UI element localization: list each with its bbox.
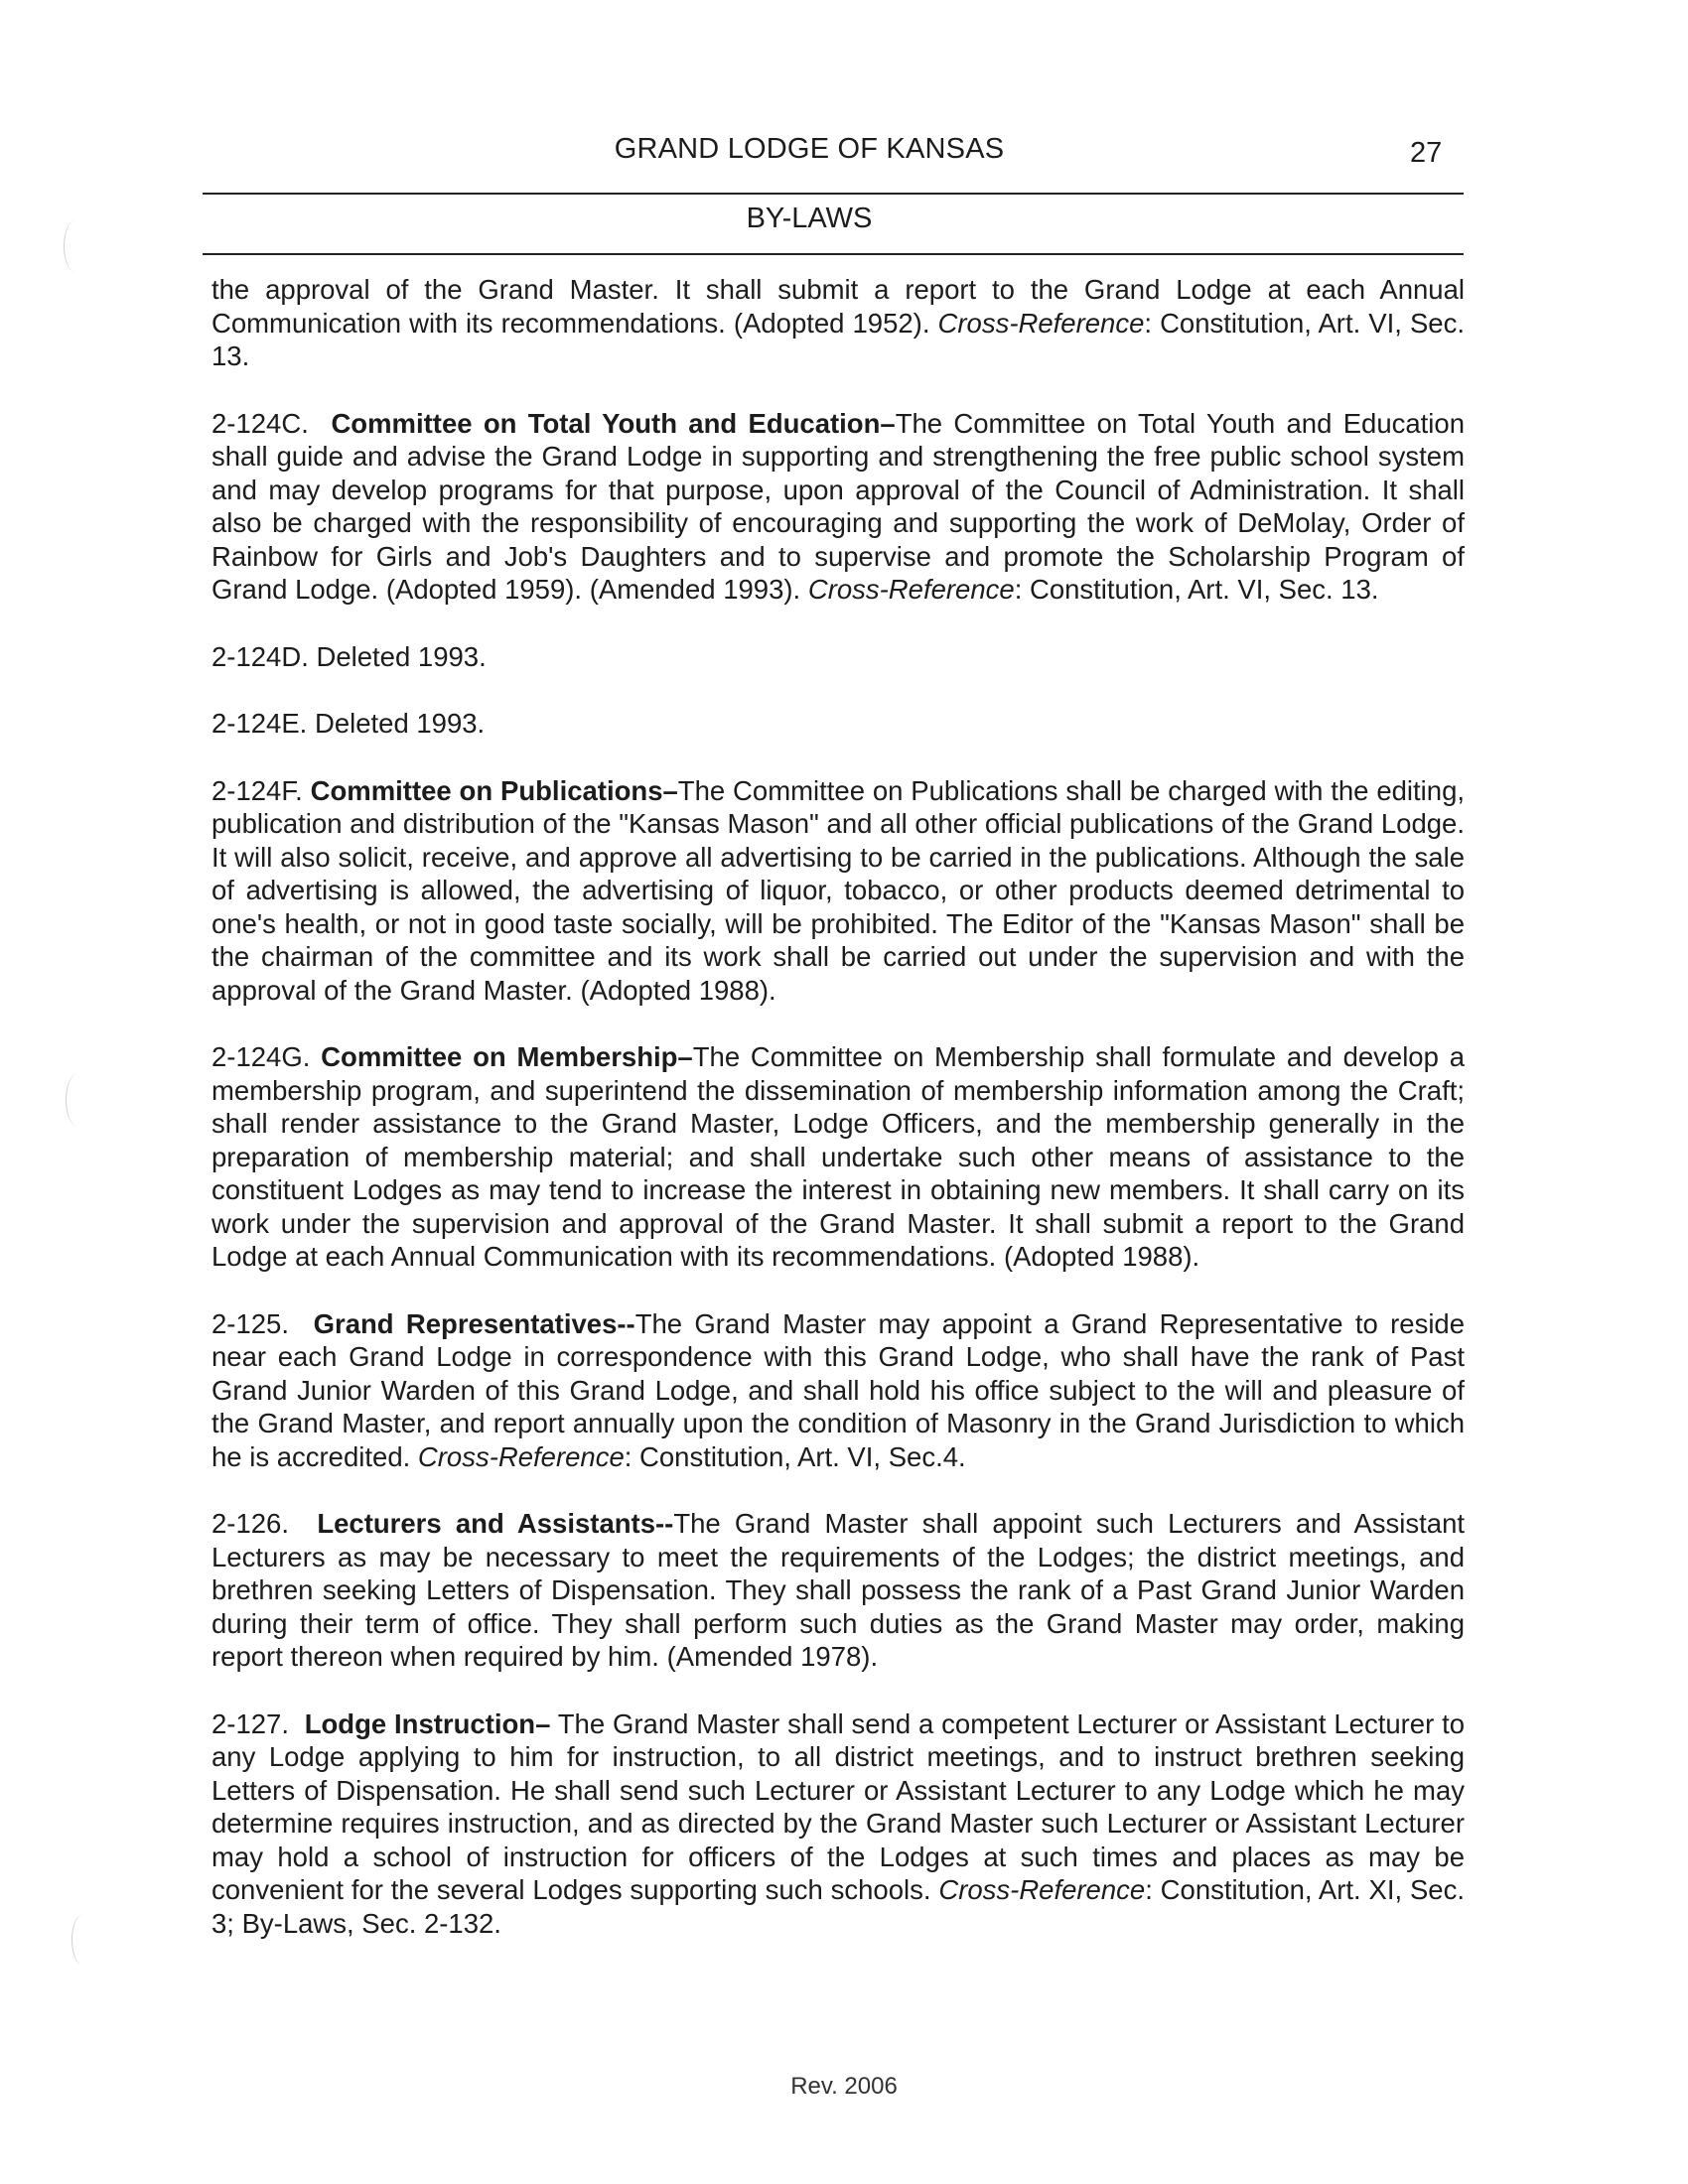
header-rule-top (203, 193, 1464, 195)
paragraph-text: the approval of the Grand Master. It shall submit a report to the Grand Lodge at each Annual Communication with its recommendations. (Adopted 1952). (211, 274, 1465, 339)
cross-reference-text: : Constitution, Art. VI, Sec.4. (624, 1440, 966, 1472)
section-text: The Grand Master shall appoint such Lecturers and Assistant Lecturers as may be necessary to meet the requirements of the Lodges; the district meetings, and brethren seeking Letters of Dispensation. They shall possess the rank of a Past Grand Junior Warden during their term of office. They shall perform such duties as the Grand Master may order, making report thereon when required by him. (Amended 1978). (211, 1508, 1466, 1672)
section-2-124f (211, 774, 1465, 1008)
section-2-125 (211, 1307, 1465, 1474)
section-text: The Grand Master may appoint a Grand Representative to reside near each Grand Lodge in correspondence with this Grand Lodge, who shall have the rank of Past Grand Junior Warden of this Grand Lodge, and shall hold his office subject to the will and pleasure of the Grand Master, and report annually upon the condition of Masonry in the Grand Jurisdiction to which he is accredited. (211, 1307, 1466, 1472)
running-header-title: GRAND LODGE OF KANSAS (614, 133, 1005, 165)
cross-reference-label: Cross-Reference (417, 1440, 625, 1472)
section-text: The Committee on Total Youth and Education shall guide and advise the Grand Lodge in supporting and strengthening the free public school system and may develop programs for that purpose, upon approval of the Council of Administration. It shall also be charged with the responsibility of encouraging and supporting the work of DeMolay, Order of Rainbow for Girls and Job's Daughters and to supervise and promote the Scholarship Program of Grand Lodge. (Adopted 1959). (Amended 1993). (211, 407, 1466, 605)
header-rule-bottom (203, 253, 1464, 255)
section-number: 2-124C. (211, 407, 309, 439)
section-number: 2-126. (211, 1508, 289, 1539)
section-2-127 (211, 1707, 1465, 1941)
section-2-124d: 2-124D. Deleted 1993. (211, 640, 487, 672)
cross-reference-label: Cross-Reference (937, 307, 1145, 339)
section-2-126 (211, 1507, 1465, 1674)
revision-footer: Rev. 2006 (790, 2073, 898, 2100)
section-number: 2-124G. (211, 1041, 311, 1072)
section-heading: Grand Representatives-- (313, 1307, 635, 1339)
cross-reference-text: : Constitution, Art. XI, Sec. 3; By-Laws, Sec. 2-132. (211, 1874, 1465, 1939)
section-heading: Committee on Publications– (310, 774, 678, 806)
section-number: 2-127. (211, 1707, 289, 1739)
section-heading: Lodge Instruction– (304, 1707, 551, 1739)
running-header-subtitle: BY-LAWS (746, 203, 873, 234)
section-heading: Committee on Total Youth and Education– (331, 407, 896, 439)
section-number: 2-125. (211, 1307, 289, 1339)
cross-reference-label: Cross-Reference (938, 1874, 1146, 1905)
section-text: The Grand Master shall send a competent Lecturer or Assistant Lecturer to any Lodge applying to him for instruction, to all district meetings, and to instruct brethren seeking Letters of Dispensation. He shall send such Lecturer or Assistant Lecturer to any Lodge which he may determine requires instruction, and as directed by the Grand Master such Lecturer or Assistant Lecturer may hold a school of instruction for officers of the Lodges at such times and places as may be convenient for the several Lodges supporting such schools. (211, 1707, 1466, 1905)
binder-hole-mark (64, 220, 86, 272)
cross-reference-label: Cross-Reference (807, 574, 1015, 605)
section-2-124c (211, 407, 1465, 607)
section-heading: Committee on Membership– (321, 1041, 693, 1072)
section-heading: Lecturers and Assistants-- (317, 1508, 674, 1539)
binder-hole-mark (71, 1914, 94, 1966)
cross-reference-text: : Constitution, Art. VI, Sec. 13. (1014, 574, 1379, 605)
section-2-124g (211, 1040, 1465, 1274)
binder-hole-mark (66, 1074, 88, 1126)
document-body (211, 273, 1465, 1974)
paragraph-continuation (211, 273, 1465, 373)
cross-reference-text: : Constitution, Art. VI, Sec. 13. (211, 307, 1465, 371)
page-number: 27 (1410, 137, 1443, 169)
section-text: The Committee on Membership shall formulate and develop a membership program, and superintend the dissemination of membership information among the Craft; shall render assistance to the Grand Master, Lodge Officers, and the membership generally in the preparation of membership material; and shall undertake such other means of assistance to the constituent Lodges as may tend to increase the interest in obtaining new members. It shall carry on its work under the supervision and approval of the Grand Master. It shall submit a report to the Grand Lodge at each Annual Communication with its recommendations. (Adopted 1988). (211, 1041, 1465, 1272)
section-2-124e: 2-124E. Deleted 1993. (211, 708, 486, 739)
section-number: 2-124F. (211, 774, 303, 806)
section-text: The Committee on Publications shall be charged with the editing, publication and distribution of the "Kansas Mason" and all other official publications of the Grand Lodge. It will also solicit, receive, and approve all advertising to be carried in the publications. Although the sale of advertising is allowed, the advertising of liquor, tobacco, or other products deemed detrimental to one's health, or not in good taste socially, will be prohibited. The Editor of the "Kansas Mason" shall be the chairman of the committee and its work shall be carried out under the supervision and with the approval of the Grand Master. (Adopted 1988). (211, 774, 1465, 1006)
